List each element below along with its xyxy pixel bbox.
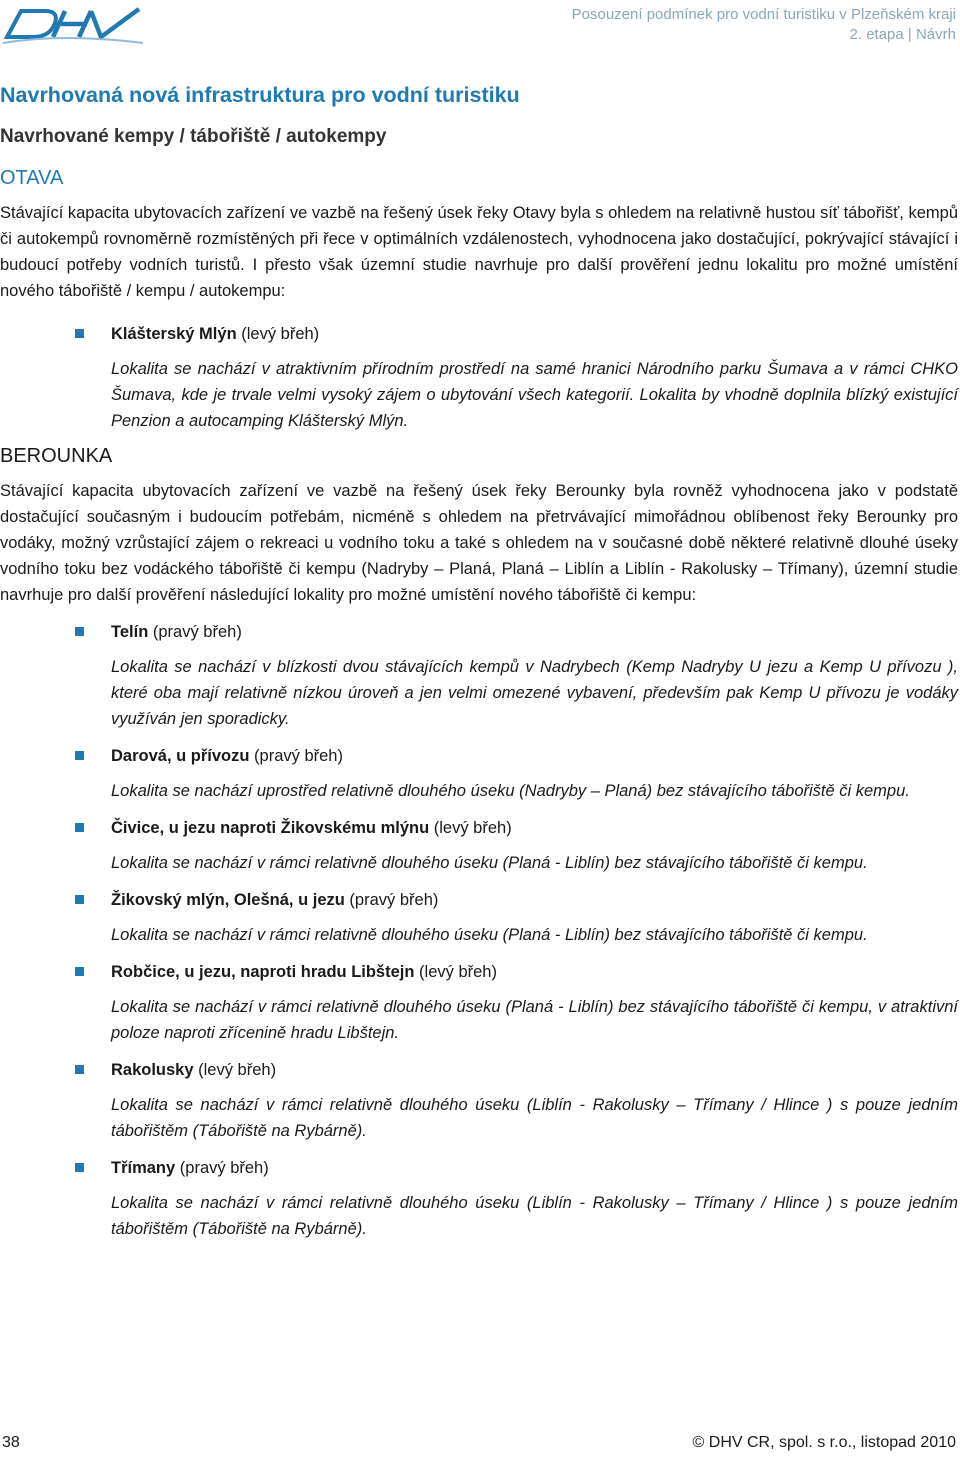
page-number: 38: [2, 1434, 20, 1451]
section-heading: Navrhovaná nová infrastruktura pro vodní turistiku: [0, 83, 520, 107]
bullet-icon: [75, 895, 84, 904]
subsection-heading: Navrhované kempy / tábořiště / autokempy: [0, 126, 387, 147]
location-item: [0, 958, 958, 1046]
location-bank: (pravý břeh): [148, 623, 242, 641]
location-name: Třímany: [111, 1159, 176, 1177]
otava-intro-paragraph: Stávající kapacita ubytovacích zařízení ve vazbě na řešený úsek řeky Otavy byla s ohledem na relativně hustou síť tábořišť, kempů či autokempů rovnoměrně rozmístěných při řece v optimálních vzdálenostech, vyhodnocena jako dostačující, pokrývající stávající i budoucí potřeby vodních turistů. I přesto však územní studie navrhuje pro další prověření jednu lokalitu pro možné umístění nového tábořiště / kempu / autokempu:: [0, 204, 958, 300]
location-name: Robčice, u jezu, naproti hradu Libštejn: [111, 963, 415, 981]
location-description: Lokalita se nachází v blízkosti dvou stávajících kempů v Nadrybech (Kemp Nadryby U jezu a Kemp U přívozu ), které oba mají relativně nízkou úroveň a jen velmi omezené vybavení, především pak Kemp U přívozu je vodáky využíván jen sporadicky.: [111, 658, 958, 728]
location-description: Lokalita se nachází v rámci relativně dlouhého úseku (Planá - Liblín) bez stávajícího tábořiště či kempu.: [111, 926, 868, 944]
page-header: [0, 0, 960, 50]
location-item: [0, 1056, 958, 1144]
document-body: [0, 80, 958, 1242]
location-item: [0, 618, 958, 732]
document-title: Posouzení podmínek pro vodní turistiku v Plzeňském kraji: [571, 6, 956, 23]
berounka-intro-paragraph: Stávající kapacita ubytovacích zařízení ve vazbě na řešený úsek řeky Berounky byla rovněž vyhodnocena jako v podstatě dostačující současným i budoucím potřebám, nicméně s ohledem na přetrvávající mimořádnou oblíbenost řeky Berounky pro vodáky, možný vzrůstající zájem o rekreaci u vodního toku a také s ohledem na v současné době některé relativně dlouhé úseky vodního toku bez vodáckého tábořiště či kempu (Nadryby – Planá, Planá – Liblín a Liblín - Rakolusky – Třímany), územní studie navrhuje pro další prověření následující lokality pro možné umístění nového tábořiště či kempu:: [0, 482, 958, 604]
bullet-icon: [75, 967, 84, 976]
location-bank: (pravý břeh): [175, 1159, 269, 1177]
location-item: [0, 742, 958, 804]
location-description: Lokalita se nachází v atraktivním přírodním prostředí na samé hranici Národního parku Šumava a v rámci CHKO Šumava, kde je trvale velmi vysoký zájem o ubytování všech kategorií. Lokalita by vhodně doplnila blízký existující Penzion a autocamping Klášterský Mlýn.: [111, 360, 958, 430]
otava-location-list: [0, 320, 958, 434]
location-description: Lokalita se nachází v rámci relativně dlouhého úseku (Planá - Liblín) bez stávajícího tábořiště či kempu.: [111, 854, 868, 872]
bullet-icon: [75, 1065, 84, 1074]
location-name: Darová, u přívozu: [111, 747, 250, 765]
location-bank: (levý břeh): [193, 1061, 277, 1079]
location-name: Žikovský mlýn, Olešná, u jezu: [111, 891, 345, 909]
river-heading-otava: OTAVA: [0, 167, 64, 189]
document-header: [572, 5, 956, 45]
location-item: [0, 1154, 958, 1242]
location-bank: (levý břeh): [236, 325, 320, 343]
copyright-notice: © DHV CR, spol. s r.o., listopad 2010: [692, 1434, 956, 1451]
location-bank: (pravý břeh): [249, 747, 343, 765]
location-description: Lokalita se nachází v rámci relativně dlouhého úseku (Liblín - Rakolusky – Třímany / Hlince ) s pouze jedním tábořištěm (Tábořiště na Rybárně).: [111, 1096, 958, 1140]
location-description: Lokalita se nachází uprostřed relativně dlouhého úseku (Nadryby – Planá) bez stávajícího tábořiště či kempu.: [111, 782, 910, 800]
berounka-location-list: [0, 618, 958, 1242]
bullet-icon: [75, 329, 84, 338]
document-stage: 2. etapa | Návrh: [849, 26, 956, 43]
location-bank: (pravý břeh): [344, 891, 439, 909]
location-item: [0, 814, 958, 876]
location-name: Telín: [111, 623, 149, 641]
location-name: Rakolusky: [111, 1061, 194, 1079]
bullet-icon: [75, 751, 84, 760]
location-name: Klášterský Mlýn: [111, 325, 237, 343]
page-footer: [0, 1434, 958, 1458]
location-item: [0, 886, 958, 948]
location-item: [0, 320, 958, 434]
location-bank: (levý břeh): [414, 963, 497, 981]
location-description: Lokalita se nachází v rámci relativně dlouhého úseku (Planá - Liblín) bez stávajícího tábořiště či kempu, v atraktivní poloze naproti zřícenině hradu Libštejn.: [111, 998, 958, 1042]
location-description: Lokalita se nachází v rámci relativně dlouhého úseku (Liblín - Rakolusky – Třímany / Hlince ) s pouze jedním tábořištěm (Tábořiště na Rybárně).: [111, 1194, 958, 1238]
bullet-icon: [75, 1163, 84, 1172]
dhv-logo: [3, 3, 143, 47]
location-name: Čivice, u jezu naproti Žikovskému mlýnu: [111, 819, 430, 837]
bullet-icon: [75, 627, 84, 636]
bullet-icon: [75, 823, 84, 832]
river-heading-berounka: BEROUNKA: [0, 445, 113, 467]
location-bank: (levý břeh): [429, 819, 512, 837]
